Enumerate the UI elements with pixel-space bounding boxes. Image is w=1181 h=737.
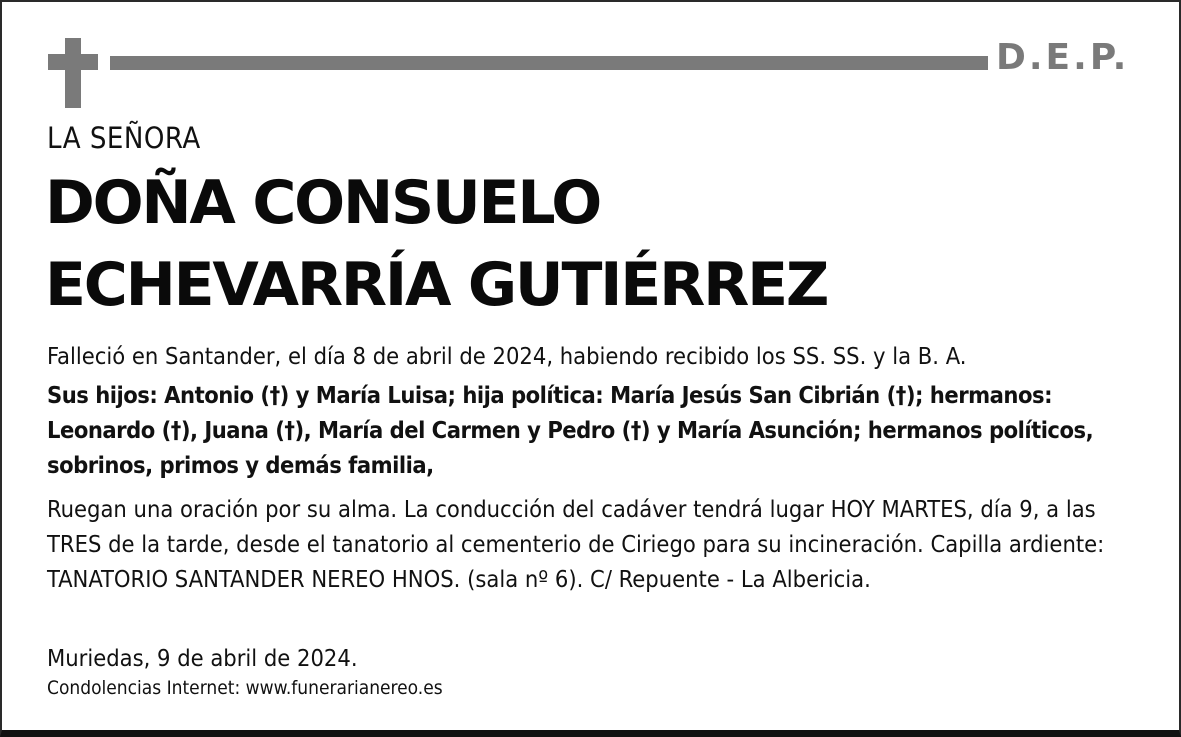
cross-icon bbox=[48, 38, 98, 108]
dep-label: D.E.P. bbox=[996, 37, 1130, 78]
title-prefix: LA SEÑORA bbox=[47, 121, 201, 155]
service-info: Ruegan una oración por su alma. La conducción del cadáver tendrá lugar HOY MARTES, día 9, a las TRES de la tarde, desde el tanatorio al cementerio de Ciriego para su incineración. Capilla ardiente: TANATORIO SANTANDER NEREO HNOS. (sala nº 6). C/ Repuente - La Albericia. bbox=[47, 495, 1105, 593]
death-statement: Falleció en Santander, el día 8 de abril de 2024, habiendo recibido los SS. SS. y la B. A. bbox=[47, 342, 967, 370]
header-rule bbox=[110, 56, 988, 70]
condolences-link[interactable]: Condolencias Internet: www.funerarianereo.es bbox=[47, 677, 443, 699]
deceased-name-line-2: ECHEVARRÍA GUTIÉRREZ bbox=[45, 250, 828, 320]
family-list: Sus hijos: Antonio (†) y María Luisa; hija política: María Jesús San Cibrián (†); hermanos: Leonardo (†), Juana (†), María del Carmen y Pedro (†) y María Asunción; hermanos políticos, sobrinos, primos y demás familia, bbox=[47, 381, 1094, 479]
deceased-name-line-1: DOÑA CONSUELO bbox=[45, 168, 601, 238]
place-date: Muriedas, 9 de abril de 2024. bbox=[47, 644, 358, 672]
